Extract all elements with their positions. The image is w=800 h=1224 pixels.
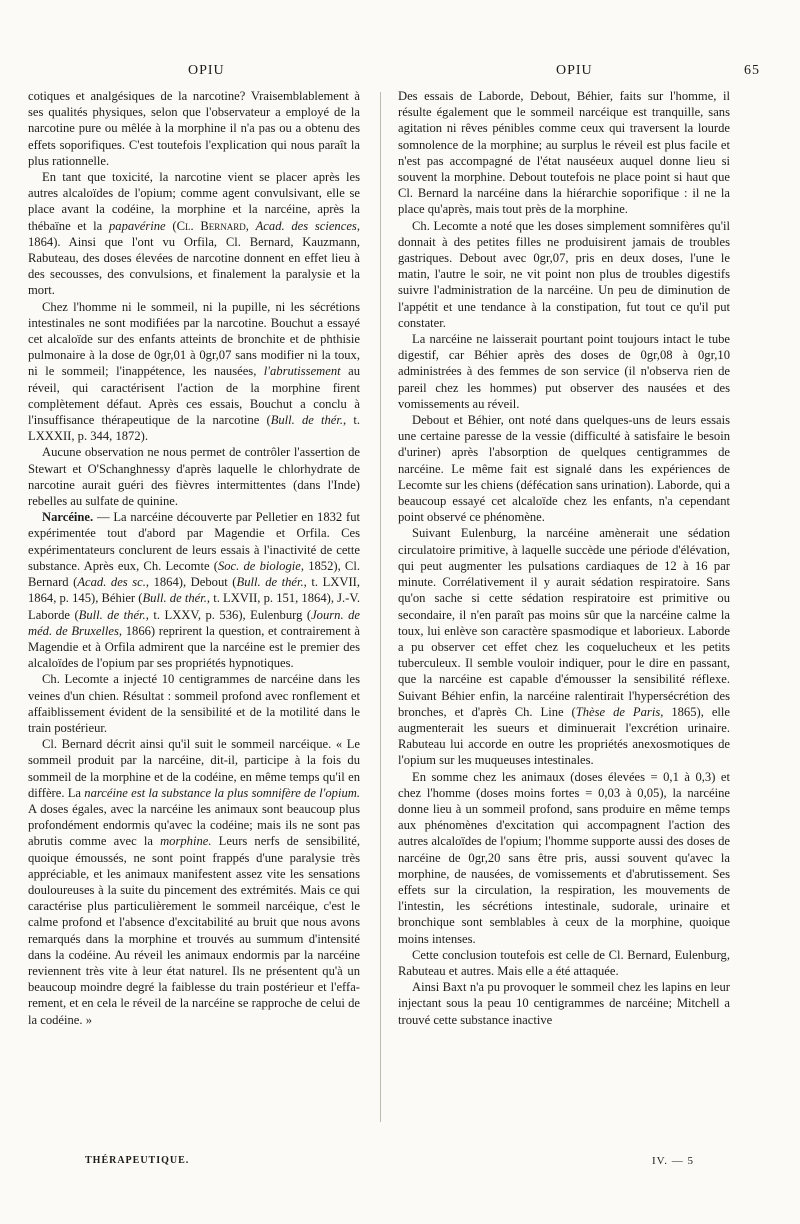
citation-title: Acad. des sciences xyxy=(255,218,357,233)
citation-title: Bull. de thér. xyxy=(270,413,344,428)
text-run: A doses égales, avec la narcéine les animaux sont beaucoup plus profondément endormis qu'avec la codéine; mais ils ne sont pas abrutis comme avec la xyxy=(28,801,360,849)
text-run: , 1864), Debout ( xyxy=(145,575,237,590)
paragraph: Debout et Béhier, ont noté dans quelques-uns de leurs essais une certaine paresse de la vessie (difficulté à satisfaire le besoin d'uriner) après l'absorption de quelques centigrammes de narcéine. Le même fait est signalé dans les expériences de Lecomte sur les chiens (défécation sans urination). Laborde, qui a beaucoup essayé cet alcaloïde chez les enfants, n'a cependant point observé ce phénomène. xyxy=(398,413,730,525)
citation-title: Bull. de thér. xyxy=(236,575,304,590)
text-run: , xyxy=(245,218,249,233)
text-run: , 1865), elle augmenterait les sueurs et diminuerait l'excrétion urinaire. Rabuteau lui accorde en outre les propriétés anexosmotiques de l'opium sur les muqueuses intestinales. xyxy=(398,704,731,768)
text-run: , t. LXVII, p. 151, 1864), J.-V. Laborde ( xyxy=(28,591,360,622)
citation-title: Thèse de Paris xyxy=(575,704,661,719)
text-run: Leurs nerfs de sensibilité, quoique émoussés, ne sont point frappés d'une paralysie très appréciable, et les animaux manifestent assez vite les sensations douloureuses à la suite du pincement des extrémités. Mais ce qui caractérise plus particulièrement le sommeil narcéique, c'est le calme profond et l'absence d'excitabilité au bruit que nous avons remarqués dans la morphine et trouvés au summum d'intensité dans la codéine. Au réveil les animaux endormis par la narcéine reviennent très vite à leur état naturel. Ils ne présentent qu'à un beaucoup moindre degré la faiblesse du train postérieur et l'effarement, et en cela le réveil de la narcéine se rapproche de celui de la codéine. » xyxy=(28,834,360,1027)
text-run: Cl. Bernard décrit ainsi qu'il suit le sommeil narcéique. « Le sommeil produit par la narcéine, dit-il, participe à la fois du sommeil de la morphine et de la codéine, en même temps qu'il en diffère. La xyxy=(28,737,360,800)
running-head xyxy=(0,63,800,83)
paragraph xyxy=(28,509,360,671)
text-run: , 1866) reprirent la question, et contrairement à Magendie et à Orfila admirent que la narcéine est le premier des alcaloïdes de l'opium par ses propriétés hypnotiques. xyxy=(28,623,360,671)
text-run: — La narcéine découverte par Pelletier en 1832 fut expérimentée tout d'abord par Magendie et Orfila. Ces expérimentateurs conclurent de leurs essais à l'inactivité de cette substance. Après eux, Ch. Lecomte ( xyxy=(28,510,360,573)
paragraph: En somme chez les animaux (doses élevées = 0,1 à 0,3) et chez l'homme (doses moins fortes = 0,03 à 0,05), la narcéine donne lieu à un sommeil profond, sans produire en même temps aux phénomènes d'excitation qui accompagnent l'action des autres alcaloïdes de l'opium; l'homme supporte aussi des doses de narcéine de 0gr,20 sans être pris, aussi souvent qu'avec la morphine, de nausées, de vomissements et d'abrutissement. Ses effets sur la circulation, la respiration, les mouvements de l'intestin, les sécrétions intestinale, sudorale, urinaire et bronchique sont semblables à ceux de la morphine, quoique moins intenses. xyxy=(398,769,730,946)
paragraph: Cette conclusion toutefois est celle de Cl. Bernard, Eulenburg, Rabuteau et autres. Mais elle a été attaquée. xyxy=(398,947,730,978)
text-run: , 1864). Ainsi que l'ont vu Orfila, Cl. Bernard, Kauzmann, Rabuteau, des doses élevées de narcotine donnent en effet lieu à des secousses, des convulsions, et finalement la paralysie et la mort. xyxy=(28,218,360,298)
section-heading: Narcéine. xyxy=(42,510,94,525)
paragraph: La narcéine ne laisserait pourtant point toujours intact le tube digestif, car Béhier après des doses de 0gr,08 à 0gr,10 administrées à des femmes de son service (il n'observa rien de pareil chez les hommes) put observer des nausées et des vomissements au réveil. xyxy=(398,332,730,411)
text-run: Suivant Eulenburg, la narcéine amènerait une sédation circulatoire primitive, à laquelle succède une période d'élévation, qui peut augmenter les pulsations cardiaques de 12 à 16 par minute. Corrélativement il y aurait sédation respiratoire. Sans qu'on sache si cette sédation respiratoire est primitive ou secondaire, il n'en paraît pas moins sûr que la narcéine calme la toux, lui enlève son caractère spasmodique et laborieux. Laborde a pu observer cet effet chez les coquelucheux et les petits tuberculeux. Il semble vouloir indiquer, pour le dire en passant, que la narcéine est capable d'émousser la sensibilité réflexe. Suivant Béhier enfin, la narcéine ralentirait l'hypersécrétion des bronches, et d'après Ch. Line ( xyxy=(398,526,730,719)
paragraph: Ch. Lecomte a noté que les doses simplement somnifères qu'il donnait à des petites filles ne produisirent jamais de troubles gastriques. Debout avec 0gr,07, pris en deux doses, l'une le matin, l'autre le soir, ne vit point non plus de troubles digestifs suivre l'administration de la narcéine. Un peu de diminution de l'appétit et une tendance à la constipation, fut tout ce qu'il put constater. xyxy=(398,218,730,330)
citation-title: Bull. de thér. xyxy=(142,591,207,606)
text-run: Chez l'homme ni le sommeil, ni la pupille, ni les sécrétions intestinales ne sont modifiées par la narcotine. Bouchut a essayé cet alcaloïde sur des enfants atteints de bronchite et de phthisie pulmonaire à la dose de 0gr,01 à 0gr,07 sans modifier ni la toux, ni le sommeil; l'inappétence, les nausées, xyxy=(28,299,360,379)
paragraph xyxy=(28,736,360,1028)
text-run: ( xyxy=(172,218,177,233)
italic-quote: narcéine est la substance la plus somnifère de l'opium. xyxy=(84,785,360,800)
author-name: Cl. Bernard xyxy=(176,218,246,233)
footer-volume-mark: IV. — 5 xyxy=(652,1155,694,1167)
left-running-title: OPIU xyxy=(188,63,225,78)
footer-signature: THÉRAPEUTIQUE. xyxy=(85,1155,190,1166)
italic-term: l'abrutissement xyxy=(263,364,341,379)
text-run: En tant que toxicité, la narcotine vient se placer après les autres alcaloïdes de l'opium; comme agent convulsivant, elle se place avant la codéine, la morphine et la narcéine, après la thébaïne et la xyxy=(28,170,360,233)
paragraph: Ch. Lecomte a injecté 10 centigrammes de narcéine dans les veines d'un chien. Résultat : sommeil profond avec ronflement et affaiblissement évident de la sensibilité et de la motilité dans le train postérieur. xyxy=(28,672,360,735)
citation-title: Journ. de méd. de Bruxelles xyxy=(28,607,361,638)
paragraph xyxy=(28,299,360,445)
paragraph xyxy=(398,525,730,768)
paragraph: Aucune observation ne nous permet de contrôler l'assertion de Stewart et O'Schanghnessy d'après laquelle le chlorhydrate de narcotine aurait guéri des fièvres intermittentes (dans l'Inde) rebelles au sulfate de quinine. xyxy=(28,445,360,509)
italic-term: papavérine xyxy=(108,218,166,233)
text-run: au réveil, qui caractérisent l'action de la morphine firent complètement défaut. Après ces essais, Bouchut a conclu à l'insuffisance thérapeutique de la narcotine ( xyxy=(28,364,360,428)
citation-title: Soc. de biologie xyxy=(217,558,301,573)
paragraph: Des essais de Laborde, Debout, Béhier, faits sur l'homme, il résulte également que le sommeil narcéique est tranquille, sans agitation ni rêves pénibles comme ceux qui traversent la lourde somnolence de la morphine; au surplus le réveil est plus facile et n'est pas accompagné de l'état nauséeux auquel donne lieu si souvent la morphine. Debout toutefois ne place point si haut que Cl. Bernard la narcéine dans la hiérarchie soporifique : il ne la place qu'après, mais tout près de la morphine. xyxy=(398,89,730,217)
text-run: , 1852), Cl. Bernard ( xyxy=(28,558,360,590)
text-run: , t. LXVII, 1864, p. 145), Béhier ( xyxy=(28,575,360,606)
italic-term: morphine. xyxy=(160,834,212,849)
paragraph: cotiques et analgésiques de la narcotine? Vraisemblablement à ses qualités physiques, selon que l'observateur a employé de la narcotine pure ou mêlée à la morphine il n'a pas ou a obtenu des effets soporifiques. C'est toutefois l'explication qui nous paraît la plus rationnelle. xyxy=(28,89,360,168)
left-column xyxy=(28,88,360,1028)
right-column xyxy=(398,88,730,1028)
paragraph: Ainsi Baxt n'a pu provoquer le sommeil chez les lapins en leur injectant sous la peau 10 centigrammes de narcéine; Mitchell a trouvé cette substance inactive xyxy=(398,980,730,1027)
right-running-title: OPIU xyxy=(556,63,593,78)
text-run: , t. LXXV, p. 536), Eulenburg ( xyxy=(145,607,312,622)
citation-title: Bull. de thér. xyxy=(78,607,146,622)
text-run: , t. LXXXII, p. 344, 1872). xyxy=(28,413,360,444)
paragraph xyxy=(28,169,360,299)
citation-title: Acad. des sc. xyxy=(77,575,146,590)
column-divider xyxy=(380,92,381,1122)
page-number: 65 xyxy=(744,63,760,78)
